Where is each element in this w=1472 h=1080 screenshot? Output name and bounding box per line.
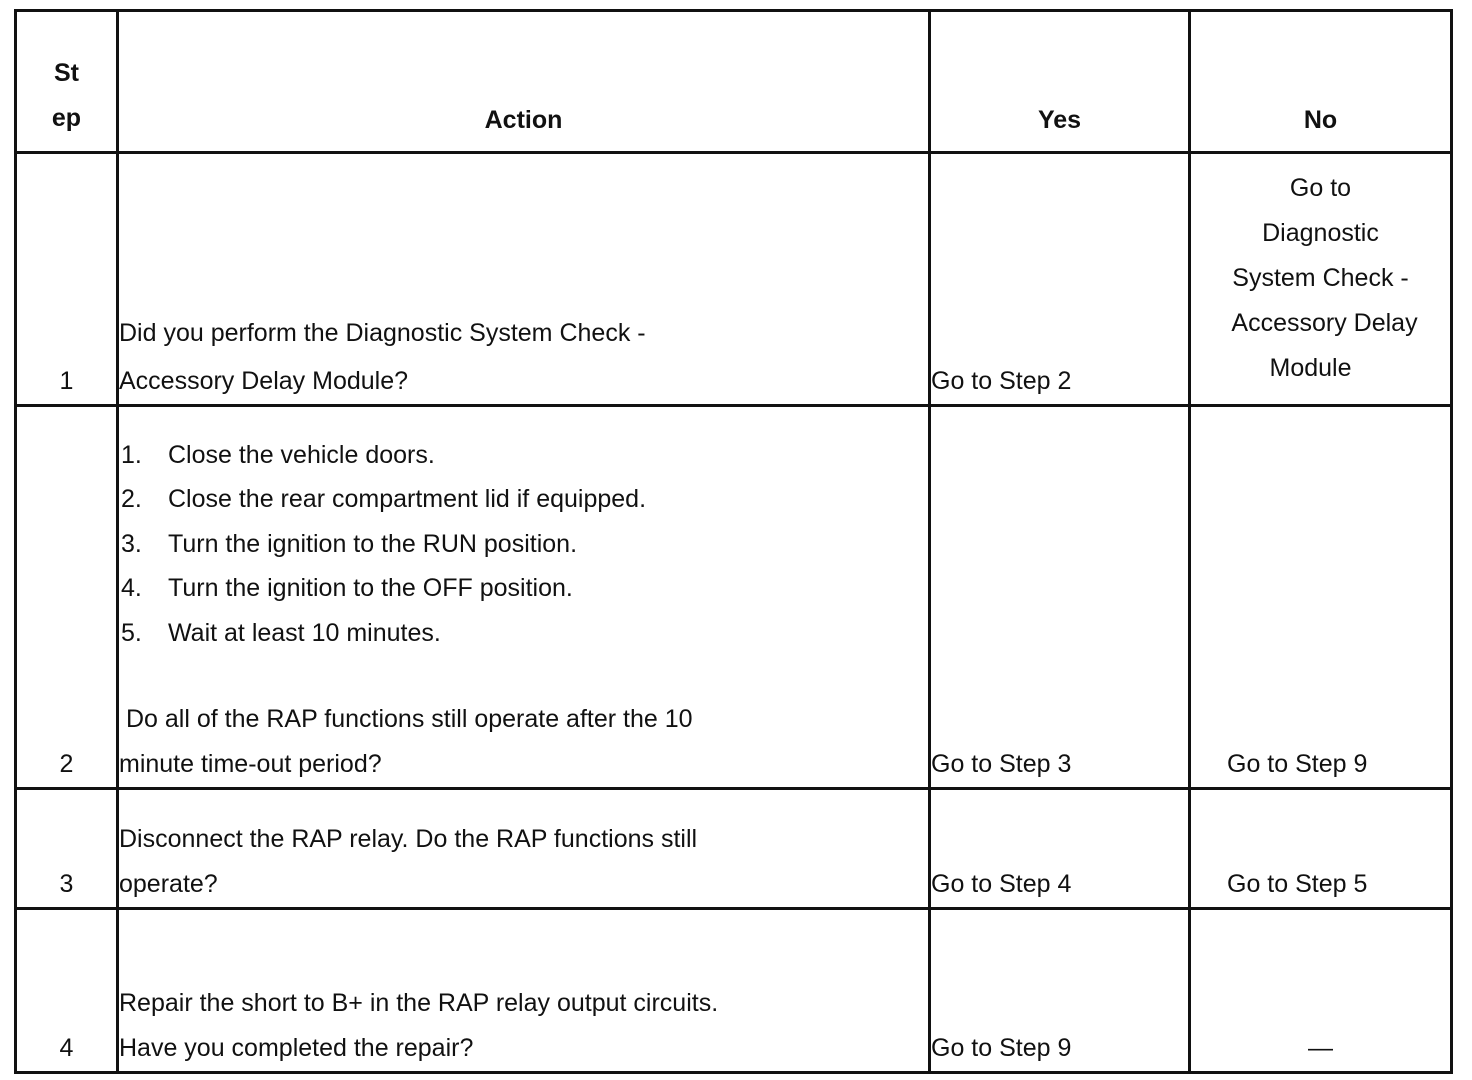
no-cell: Go to Step 9 — [1190, 406, 1452, 789]
list-number: 3. — [121, 529, 142, 558]
table-row — [16, 909, 1452, 1073]
header-yes: Yes — [930, 11, 1190, 153]
table-row — [16, 153, 1452, 406]
list-text: Close the vehicle doors. — [168, 440, 435, 469]
procedure-list — [119, 433, 928, 656]
step-number: 3 — [16, 789, 118, 909]
header-action: Action — [118, 11, 930, 153]
list-text: Turn the ignition to the OFF position. — [168, 574, 573, 602]
no-cell: — — [1190, 909, 1452, 1073]
list-item — [119, 566, 928, 611]
yes-cell: Go to Step 4 — [930, 789, 1190, 909]
step-number: 1 — [16, 153, 118, 406]
action-line: Accessory Delay Module? — [119, 367, 409, 395]
list-number: 4. — [121, 574, 142, 602]
action-cell — [118, 406, 930, 789]
action-cell — [118, 789, 930, 909]
list-text: Close the rear compartment lid if equipped. — [168, 485, 647, 513]
list-number: 5. — [121, 618, 142, 647]
diagnostic-table — [14, 9, 1453, 1074]
no-cell: Go to Step 5 — [1190, 789, 1452, 909]
list-number: 2. — [121, 485, 142, 513]
no-cell — [1190, 153, 1452, 406]
list-item — [119, 522, 928, 567]
no-line: Go to — [1289, 174, 1352, 202]
table-row — [16, 406, 1452, 789]
action-line: operate? — [119, 870, 218, 898]
header-step-line2: ep — [51, 104, 82, 132]
no-line: Module — [1269, 354, 1352, 382]
header-step — [16, 11, 118, 153]
action-line: Repair the short to B+ in the RAP relay output circuits. — [119, 989, 719, 1017]
question-line: minute time-out period? — [119, 750, 382, 778]
yes-cell: Go to Step 9 — [930, 909, 1190, 1073]
no-line: System Check - — [1232, 264, 1409, 292]
action-cell — [118, 153, 930, 406]
list-text: Turn the ignition to the RUN position. — [168, 529, 578, 558]
header-step-line1: St — [54, 59, 79, 87]
header-row — [16, 11, 1452, 153]
action-line: Did you perform the Diagnostic System Check - — [119, 319, 646, 347]
list-item — [119, 611, 928, 656]
question-line: Do all of the RAP functions still operate after the 10 — [126, 705, 693, 733]
action-line: Have you completed the repair? — [119, 1034, 474, 1062]
list-number: 1. — [121, 440, 142, 469]
list-item — [119, 477, 928, 522]
no-line: Diagnostic — [1262, 219, 1379, 247]
list-text: Wait at least 10 minutes. — [168, 618, 441, 647]
list-item — [119, 433, 928, 478]
step-number: 2 — [16, 406, 118, 789]
yes-cell: Go to Step 3 — [930, 406, 1190, 789]
spacer — [119, 655, 928, 697]
table-row — [16, 789, 1452, 909]
header-no: No — [1190, 11, 1452, 153]
no-line: Accessory Delay — [1231, 309, 1418, 337]
action-cell — [118, 909, 930, 1073]
action-line: Disconnect the RAP relay. Do the RAP functions still — [119, 825, 698, 853]
step-number: 4 — [16, 909, 118, 1073]
yes-cell: Go to Step 2 — [930, 153, 1190, 406]
